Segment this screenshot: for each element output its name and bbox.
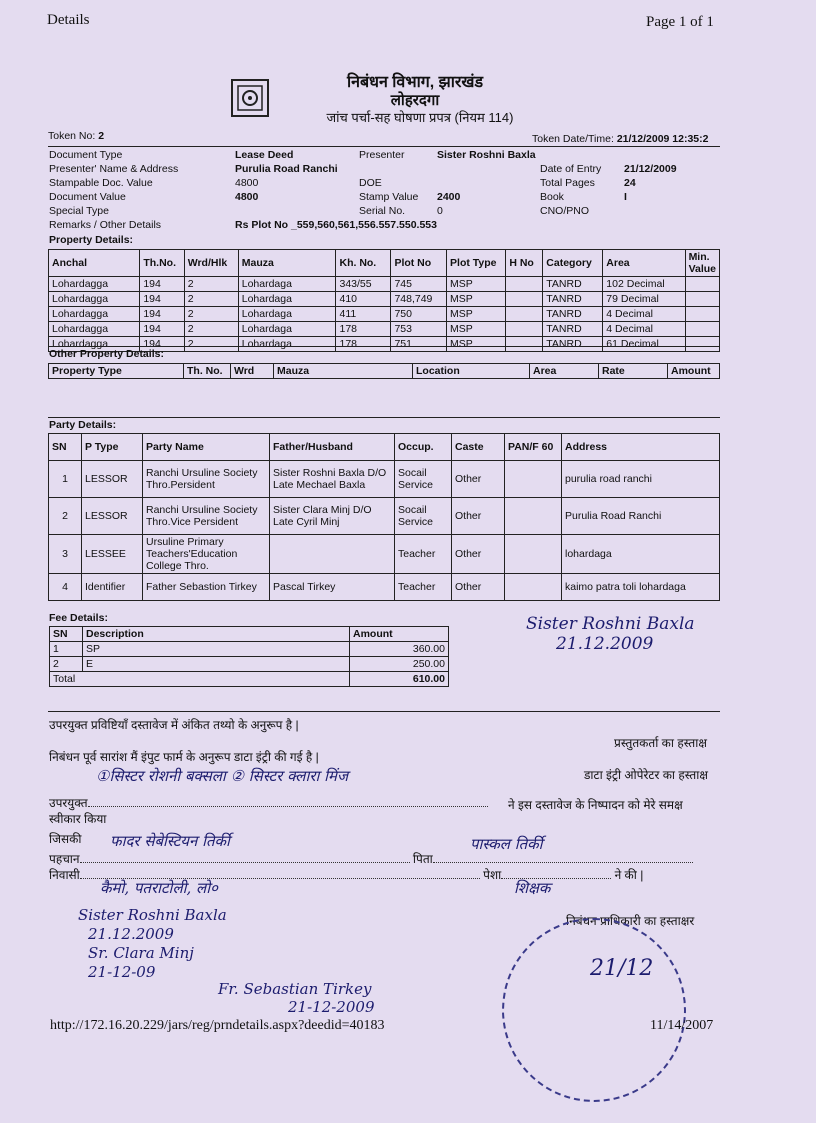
doc-type-value: Lease Deed bbox=[235, 149, 294, 161]
fee-col-amount: Amount bbox=[350, 627, 449, 642]
serial-value: 0 bbox=[437, 205, 443, 217]
operator-signature-label: डाटा इंट्री ओपेरेटर का हस्ताक्ष bbox=[584, 768, 708, 782]
property-cell: 343/55 bbox=[336, 277, 391, 292]
party-table bbox=[48, 433, 720, 601]
fee-cell: 1 bbox=[50, 642, 83, 657]
property-cell: Lohardaga bbox=[238, 307, 336, 322]
property-cell: Lohardaga bbox=[238, 277, 336, 292]
party-cell: Purulia Road Ranchi bbox=[562, 498, 720, 535]
property-title: Property Details: bbox=[49, 234, 134, 246]
party-cell: 1 bbox=[49, 461, 82, 498]
property-cell: 750 bbox=[391, 307, 447, 322]
execution-text: ने इस दस्तावेज के निष्पादन को मेरे समक्ष bbox=[508, 798, 683, 812]
authority-signature-label: निबंधन प्राधिकारी का हस्ताक्षर bbox=[566, 914, 695, 928]
property-cell: 178 bbox=[336, 322, 391, 337]
fee-cell: E bbox=[83, 657, 350, 672]
property-cell: Lohardaga bbox=[238, 337, 336, 352]
declaration-line1: उपरयुक्त प्रविष्टियाँ दस्तावेज में अंकित तथ्यो के अनुरूप है | bbox=[49, 718, 299, 732]
table-row bbox=[49, 498, 720, 535]
property-cell: 79 Decimal bbox=[603, 292, 685, 307]
party-cell: Other bbox=[452, 498, 505, 535]
party-cell: LESSOR bbox=[82, 461, 143, 498]
property-cell: Lohardagga bbox=[49, 307, 140, 322]
serial-label: Serial No. bbox=[359, 205, 406, 217]
property-cell: 410 bbox=[336, 292, 391, 307]
property-cell bbox=[506, 337, 543, 352]
property-cell: 2 bbox=[184, 307, 238, 322]
fee-title: Fee Details: bbox=[49, 612, 108, 624]
party-cell: purulia road ranchi bbox=[562, 461, 720, 498]
property-table bbox=[48, 249, 720, 352]
table-row bbox=[49, 574, 720, 601]
emblem-icon bbox=[228, 78, 272, 118]
property-col-header: Anchal bbox=[49, 250, 140, 277]
handwritten-occupation: शिक्षक bbox=[514, 879, 551, 897]
property-cell: 2 bbox=[184, 277, 238, 292]
presenter-signature-label: प्रस्तुतकर्ता का हस्ताक्ष bbox=[614, 736, 707, 750]
table-row bbox=[49, 461, 720, 498]
property-cell bbox=[685, 307, 719, 322]
pages-label: Total Pages bbox=[540, 177, 595, 189]
fee-total-label: Total bbox=[50, 672, 350, 687]
property-cell: MSP bbox=[447, 322, 506, 337]
other-property-title: Other Property Details: bbox=[49, 348, 164, 360]
residence-line: निवासी पेशा ने की | bbox=[49, 868, 644, 882]
doe-label: DOE bbox=[359, 177, 382, 189]
party-cell: 2 bbox=[49, 498, 82, 535]
op-col-type: Property Type bbox=[49, 364, 184, 379]
op-col-area: Area bbox=[530, 364, 599, 379]
signature-clara-date: 21-12-09 bbox=[88, 963, 156, 981]
signature-block bbox=[78, 906, 227, 982]
op-col-wrd: Wrd bbox=[231, 364, 274, 379]
party-cell: Father Sebastion Tirkey bbox=[143, 574, 270, 601]
party-cell: LESSOR bbox=[82, 498, 143, 535]
uparyukt-label: उपरयुक्त bbox=[49, 794, 488, 811]
authority-date: 21/12 bbox=[590, 956, 654, 981]
token-datetime: Token Date/Time: 21/12/2009 12:35:2 bbox=[532, 133, 709, 145]
signature-roshni-date: 21.12.2009 bbox=[88, 925, 174, 943]
property-cell: Lohardagga bbox=[49, 337, 140, 352]
property-cell: 194 bbox=[140, 337, 184, 352]
fee-cell: 360.00 bbox=[350, 642, 449, 657]
property-col-header: H No bbox=[506, 250, 543, 277]
op-col-thno: Th. No. bbox=[184, 364, 231, 379]
party-col-header: P Type bbox=[82, 434, 143, 461]
remarks-value: Rs Plot No _559,560,561,556.557.550.553 bbox=[235, 219, 437, 231]
doc-value-value: 4800 bbox=[235, 191, 259, 203]
table-row bbox=[50, 657, 449, 672]
document-details bbox=[49, 149, 721, 239]
property-cell: TANRD bbox=[543, 322, 603, 337]
signature-roshni-top: Sister Roshni Baxla 21.12.2009 bbox=[526, 614, 695, 654]
property-cell bbox=[506, 277, 543, 292]
party-cell: Pascal Tirkey bbox=[270, 574, 395, 601]
handwritten-names: ①सिस्टर रोशनी बक्सला ② सिस्टर क्लारा मिंज bbox=[96, 767, 349, 785]
jiski-label: जिसकी bbox=[49, 832, 82, 846]
party-title: Party Details: bbox=[49, 419, 117, 431]
doc-value-label: Document Value bbox=[49, 191, 126, 203]
handwritten-place: कैमो, पतराटोली, लो० bbox=[100, 879, 218, 897]
declaration-line2: निबंधन पूर्व सारांश मैं इंपुट फार्म के अनुरूप डाटा इंट्री की गई है | bbox=[49, 750, 319, 764]
table-row bbox=[49, 277, 720, 292]
party-cell: Socail Service bbox=[395, 498, 452, 535]
stampable-label: Stampable Doc. Value bbox=[49, 177, 153, 189]
token-number: Token No: 2 bbox=[48, 130, 105, 142]
party-cell bbox=[505, 574, 562, 601]
property-cell: 411 bbox=[336, 307, 391, 322]
property-cell: 2 bbox=[184, 292, 238, 307]
property-cell bbox=[685, 292, 719, 307]
handwritten-identifier: फादर सेबेस्टियन तिर्की bbox=[110, 832, 230, 850]
property-cell: 751 bbox=[391, 337, 447, 352]
handwritten-father: पास्कल तिर्की bbox=[470, 835, 543, 853]
property-cell: 2 bbox=[184, 337, 238, 352]
remarks-label: Remarks / Other Details bbox=[49, 219, 162, 231]
book-label: Book bbox=[540, 191, 564, 203]
property-cell: 194 bbox=[140, 307, 184, 322]
party-col-header: PAN/F 60 bbox=[505, 434, 562, 461]
property-cell: 194 bbox=[140, 292, 184, 307]
doc-type-label: Document Type bbox=[49, 149, 123, 161]
party-cell bbox=[270, 535, 395, 574]
property-cell: 194 bbox=[140, 322, 184, 337]
property-cell: 102 Decimal bbox=[603, 277, 685, 292]
signature-clara: Sr. Clara Minj bbox=[88, 944, 194, 962]
op-col-location: Location bbox=[413, 364, 530, 379]
party-cell: Teacher bbox=[395, 574, 452, 601]
fee-cell: 250.00 bbox=[350, 657, 449, 672]
property-cell: 2 bbox=[184, 322, 238, 337]
party-cell: 4 bbox=[49, 574, 82, 601]
property-cell: Lohardaga bbox=[238, 322, 336, 337]
other-property-table bbox=[48, 363, 720, 379]
property-cell bbox=[506, 292, 543, 307]
party-cell: Sister Clara Minj D/O Late Cyril Minj bbox=[270, 498, 395, 535]
property-cell: MSP bbox=[447, 292, 506, 307]
property-cell bbox=[685, 337, 719, 352]
party-col-header: Caste bbox=[452, 434, 505, 461]
district-title: लोहरदगा bbox=[390, 92, 440, 109]
party-col-header: Father/Husband bbox=[270, 434, 395, 461]
party-col-header: Address bbox=[562, 434, 720, 461]
table-row bbox=[49, 535, 720, 574]
party-cell: LESSEE bbox=[82, 535, 143, 574]
party-cell: 3 bbox=[49, 535, 82, 574]
presenter-value: Sister Roshni Baxla bbox=[437, 149, 536, 161]
property-cell: Lohardagga bbox=[49, 277, 140, 292]
party-cell: Other bbox=[452, 461, 505, 498]
property-cell: 4 Decimal bbox=[603, 307, 685, 322]
fee-table bbox=[49, 626, 449, 687]
party-col-header: Occup. bbox=[395, 434, 452, 461]
table-row bbox=[50, 642, 449, 657]
party-cell: Teacher bbox=[395, 535, 452, 574]
fee-cell: 2 bbox=[50, 657, 83, 672]
property-cell: 61 Decimal bbox=[603, 337, 685, 352]
identifier-line: पहचान पिता bbox=[49, 850, 719, 867]
stampable-value: 4800 bbox=[235, 177, 259, 189]
party-cell: Other bbox=[452, 535, 505, 574]
property-col-header: Wrd/Hlk bbox=[184, 250, 238, 277]
party-cell: Ranchi Ursuline Society Thro.Vice Persident bbox=[143, 498, 270, 535]
book-value: I bbox=[624, 191, 627, 203]
entry-date-label: Date of Entry bbox=[540, 163, 602, 175]
property-cell bbox=[685, 277, 719, 292]
property-cell: MSP bbox=[447, 307, 506, 322]
property-col-header: Plot No bbox=[391, 250, 447, 277]
property-cell bbox=[506, 322, 543, 337]
entry-date-value: 21/12/2009 bbox=[624, 163, 677, 175]
property-cell: TANRD bbox=[543, 292, 603, 307]
property-cell: Lohardagga bbox=[49, 322, 140, 337]
table-row bbox=[49, 292, 720, 307]
stamp-value-value: 2400 bbox=[437, 191, 461, 203]
property-cell: 748,749 bbox=[391, 292, 447, 307]
print-url: http://172.16.20.229/jars/reg/prndetails.aspx?deedid=40183 bbox=[50, 1018, 385, 1033]
property-cell bbox=[685, 322, 719, 337]
property-cell: Lohardaga bbox=[238, 292, 336, 307]
property-cell: TANRD bbox=[543, 277, 603, 292]
party-cell: kaimo patra toli lohardaga bbox=[562, 574, 720, 601]
property-cell bbox=[506, 307, 543, 322]
department-title: निबंधन विभाग, झारखंड bbox=[346, 74, 484, 91]
party-cell: lohardaga bbox=[562, 535, 720, 574]
table-row bbox=[49, 322, 720, 337]
pages-value: 24 bbox=[624, 177, 636, 189]
fee-col-sn: SN bbox=[50, 627, 83, 642]
property-cell: 745 bbox=[391, 277, 447, 292]
party-cell bbox=[505, 461, 562, 498]
property-cell: TANRD bbox=[543, 337, 603, 352]
property-col-header: Category bbox=[543, 250, 603, 277]
cno-label: CNO/PNO bbox=[540, 205, 590, 217]
address-value: Purulia Road Ranchi bbox=[235, 163, 338, 175]
signature-roshni: Sister Roshni Baxla bbox=[78, 906, 227, 924]
property-cell: 4 Decimal bbox=[603, 322, 685, 337]
property-cell: TANRD bbox=[543, 307, 603, 322]
party-cell: Socail Service bbox=[395, 461, 452, 498]
presenter-label: Presenter bbox=[359, 149, 405, 161]
property-col-header: Area bbox=[603, 250, 685, 277]
table-row bbox=[49, 307, 720, 322]
accepted-label: स्वीकार किया bbox=[49, 812, 107, 826]
property-col-header: Kh. No. bbox=[336, 250, 391, 277]
party-cell bbox=[505, 535, 562, 574]
party-cell bbox=[505, 498, 562, 535]
fee-total-value: 610.00 bbox=[350, 672, 449, 687]
authority-seal bbox=[502, 918, 686, 1102]
signature-sebastian: Fr. Sebastian Tirkey 21-12-2009 bbox=[218, 980, 375, 1016]
address-label: Presenter' Name & Address bbox=[49, 163, 179, 175]
property-col-header: Th.No. bbox=[140, 250, 184, 277]
property-col-header: Mauza bbox=[238, 250, 336, 277]
form-subtitle: जांच पर्चा-सह घोषणा प्रपत्र (नियम 114) bbox=[326, 110, 514, 125]
party-cell: Other bbox=[452, 574, 505, 601]
party-cell: Ranchi Ursuline Society Thro.Persident bbox=[143, 461, 270, 498]
print-date: 11/14/2007 bbox=[650, 1018, 714, 1033]
property-cell: MSP bbox=[447, 277, 506, 292]
op-col-rate: Rate bbox=[599, 364, 668, 379]
special-type-label: Special Type bbox=[49, 205, 109, 217]
party-col-header: SN bbox=[49, 434, 82, 461]
op-col-mauza: Mauza bbox=[274, 364, 413, 379]
property-cell: 753 bbox=[391, 322, 447, 337]
fee-cell: SP bbox=[83, 642, 350, 657]
property-col-header: Plot Type bbox=[447, 250, 506, 277]
party-col-header: Party Name bbox=[143, 434, 270, 461]
stamp-value-label: Stamp Value bbox=[359, 191, 419, 203]
print-title: Details bbox=[47, 12, 90, 28]
property-cell: 178 bbox=[336, 337, 391, 352]
party-cell: Identifier bbox=[82, 574, 143, 601]
property-cell: MSP bbox=[447, 337, 506, 352]
fee-col-desc: Description bbox=[83, 627, 350, 642]
property-cell: 194 bbox=[140, 277, 184, 292]
property-col-header: Min. Value bbox=[685, 250, 719, 277]
property-cell: Lohardagga bbox=[49, 292, 140, 307]
party-cell: Ursuline Primary Teachers'Education College Thro. bbox=[143, 535, 270, 574]
page-number: Page 1 of 1 bbox=[646, 14, 714, 30]
op-col-amount: Amount bbox=[668, 364, 720, 379]
party-cell: Sister Roshni Baxla D/O Late Mechael Baxla bbox=[270, 461, 395, 498]
